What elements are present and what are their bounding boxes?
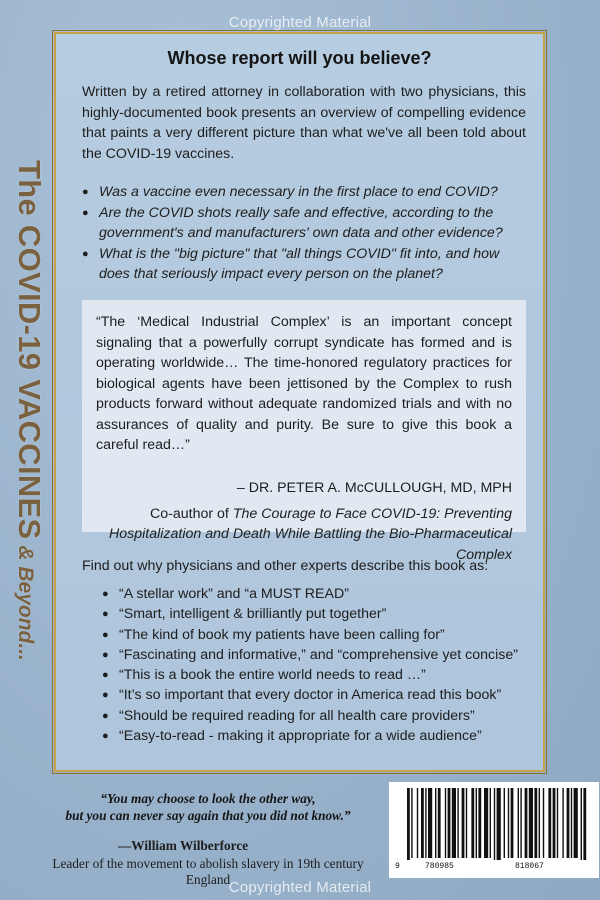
praise-item: ● “Smart, intelligent & brilliantly put together” xyxy=(102,604,532,624)
barcode-bar xyxy=(421,788,424,858)
barcode-bars xyxy=(395,788,593,860)
barcode-bar xyxy=(445,788,446,858)
back-cover-panel xyxy=(54,32,545,772)
barcode-left-digits: 780985 xyxy=(425,862,454,871)
question-item: ● Was a vaccine even necessary in the first place to end COVID? xyxy=(82,182,530,203)
barcode-bar xyxy=(484,788,488,858)
barcode-bar xyxy=(553,788,556,858)
barcode-bar xyxy=(438,788,441,858)
barcode-first-digit: 9 xyxy=(395,862,400,871)
author-role-prefix: Co-author of xyxy=(150,505,233,522)
barcode-right-digits: 818067 xyxy=(515,862,544,871)
barcode-bar xyxy=(457,788,458,858)
barcode-bar xyxy=(562,788,563,858)
praise-item: ● “A stellar work” and “a MUST READ” xyxy=(102,584,532,604)
panel-heading: Whose report will you believe? xyxy=(167,48,432,68)
question-item: ● Are the COVID shots really safe and effective, according to the government's and manufacturers' own data and other evidence? xyxy=(82,203,530,244)
endorsement-quote-box xyxy=(82,300,526,563)
spine-subtitle: & Beyond... xyxy=(14,539,37,661)
wilberforce-quote-line2: but you can never say again that you did not know.” xyxy=(65,808,351,823)
endorsement-quote-text: “The ‘Medical Industrial Complex’ is an important concept signaling that a powerfully corrupt syndicate has formed and is operating worldwide… The time-honored regulatory practices for biological agents have been jettisoned by the Complex to rush products forward without adequate randomized trials and with no assurances of quality and purity. Be sure to give this book a careful read…” xyxy=(96,314,512,453)
barcode-bar xyxy=(448,788,451,858)
barcode-bar xyxy=(407,788,410,860)
barcode-bar xyxy=(557,788,558,858)
barcode-bar xyxy=(471,788,474,858)
barcode-bar xyxy=(476,788,477,858)
barcode-bar xyxy=(583,788,586,860)
barcode-bar xyxy=(462,788,465,858)
copyright-watermark-bottom: Copyrighted Material xyxy=(228,879,372,896)
barcode-bar xyxy=(567,788,570,858)
wilberforce-quote xyxy=(40,790,376,824)
question-item: ● What is the "big picture" that "all things COVID" fit into, and how does that seriously impact every person on the planet? xyxy=(82,244,530,285)
barcode-bar xyxy=(452,788,456,858)
barcode-bar xyxy=(466,788,467,858)
barcode-bar xyxy=(417,788,418,858)
praise-intro: Find out why physicians and other experts describe this book as: xyxy=(82,558,489,574)
barcode-bar xyxy=(525,788,528,858)
praise-item: ● “Easy-to-read - making it appropriate for a wide audience” xyxy=(102,726,532,746)
barcode-bar xyxy=(574,788,578,858)
praise-item: ● “This is a book the entire world needs to read …” xyxy=(102,665,532,685)
barcode-bar xyxy=(534,788,537,858)
barcode-bar xyxy=(425,788,426,858)
intro-paragraph: Written by a retired attorney in collaboration with two physicians, this highly-documented book presents an overview of compelling evidence that paints a very different picture than what we've all been told about the COVID-19 vaccines. xyxy=(82,84,526,162)
spine-title xyxy=(8,160,50,660)
praise-item: ● “Should be required reading for all health care providers” xyxy=(102,706,532,726)
barcode-bar xyxy=(435,788,436,858)
barcode-bar xyxy=(529,788,533,858)
wilberforce-quote-line1: “You may choose to look the other way, xyxy=(100,791,316,806)
barcode-bar xyxy=(548,788,551,858)
spine-main-title: The COVID-19 VACCINES xyxy=(12,160,47,540)
barcode-bar xyxy=(428,788,432,858)
barcode-bar xyxy=(478,788,481,858)
praise-item: ● “It’s so important that every doctor in America read this book” xyxy=(102,685,532,705)
barcode-bar xyxy=(539,788,540,858)
barcode-bar xyxy=(520,788,521,858)
barcode-bar xyxy=(504,788,505,858)
barcode-bar xyxy=(518,788,519,858)
wilberforce-author: —William Wilberforce xyxy=(118,838,249,853)
praise-item: ● “Fascinating and informative,” and “comprehensive yet concise” xyxy=(102,645,532,665)
isbn-barcode xyxy=(389,782,599,878)
barcode-bar xyxy=(497,788,501,860)
question-list xyxy=(82,182,530,285)
praise-list xyxy=(102,584,532,746)
copyright-watermark-top: Copyrighted Material xyxy=(228,14,372,31)
barcode-bar xyxy=(490,788,491,858)
praise-item: ● “The kind of book my patients have been calling for” xyxy=(102,625,532,645)
barcode-bar xyxy=(543,788,544,858)
barcode-bar xyxy=(508,788,509,858)
barcode-bar xyxy=(494,788,495,860)
wilberforce-role: Leader of the movement to abolish slavery in 19th century England xyxy=(52,856,364,887)
barcode-bar xyxy=(411,788,412,858)
author-book-title: The Courage to Face COVID-19: Preventing Hospitalization and Death While Battling the Bio-Pharmaceutical Complex xyxy=(109,505,512,563)
barcode-bar xyxy=(511,788,514,858)
endorsement-author: – DR. PETER A. McCULLOUGH, MD, MPH xyxy=(236,479,512,496)
barcode-bar xyxy=(581,788,582,860)
barcode-bar xyxy=(571,788,572,858)
